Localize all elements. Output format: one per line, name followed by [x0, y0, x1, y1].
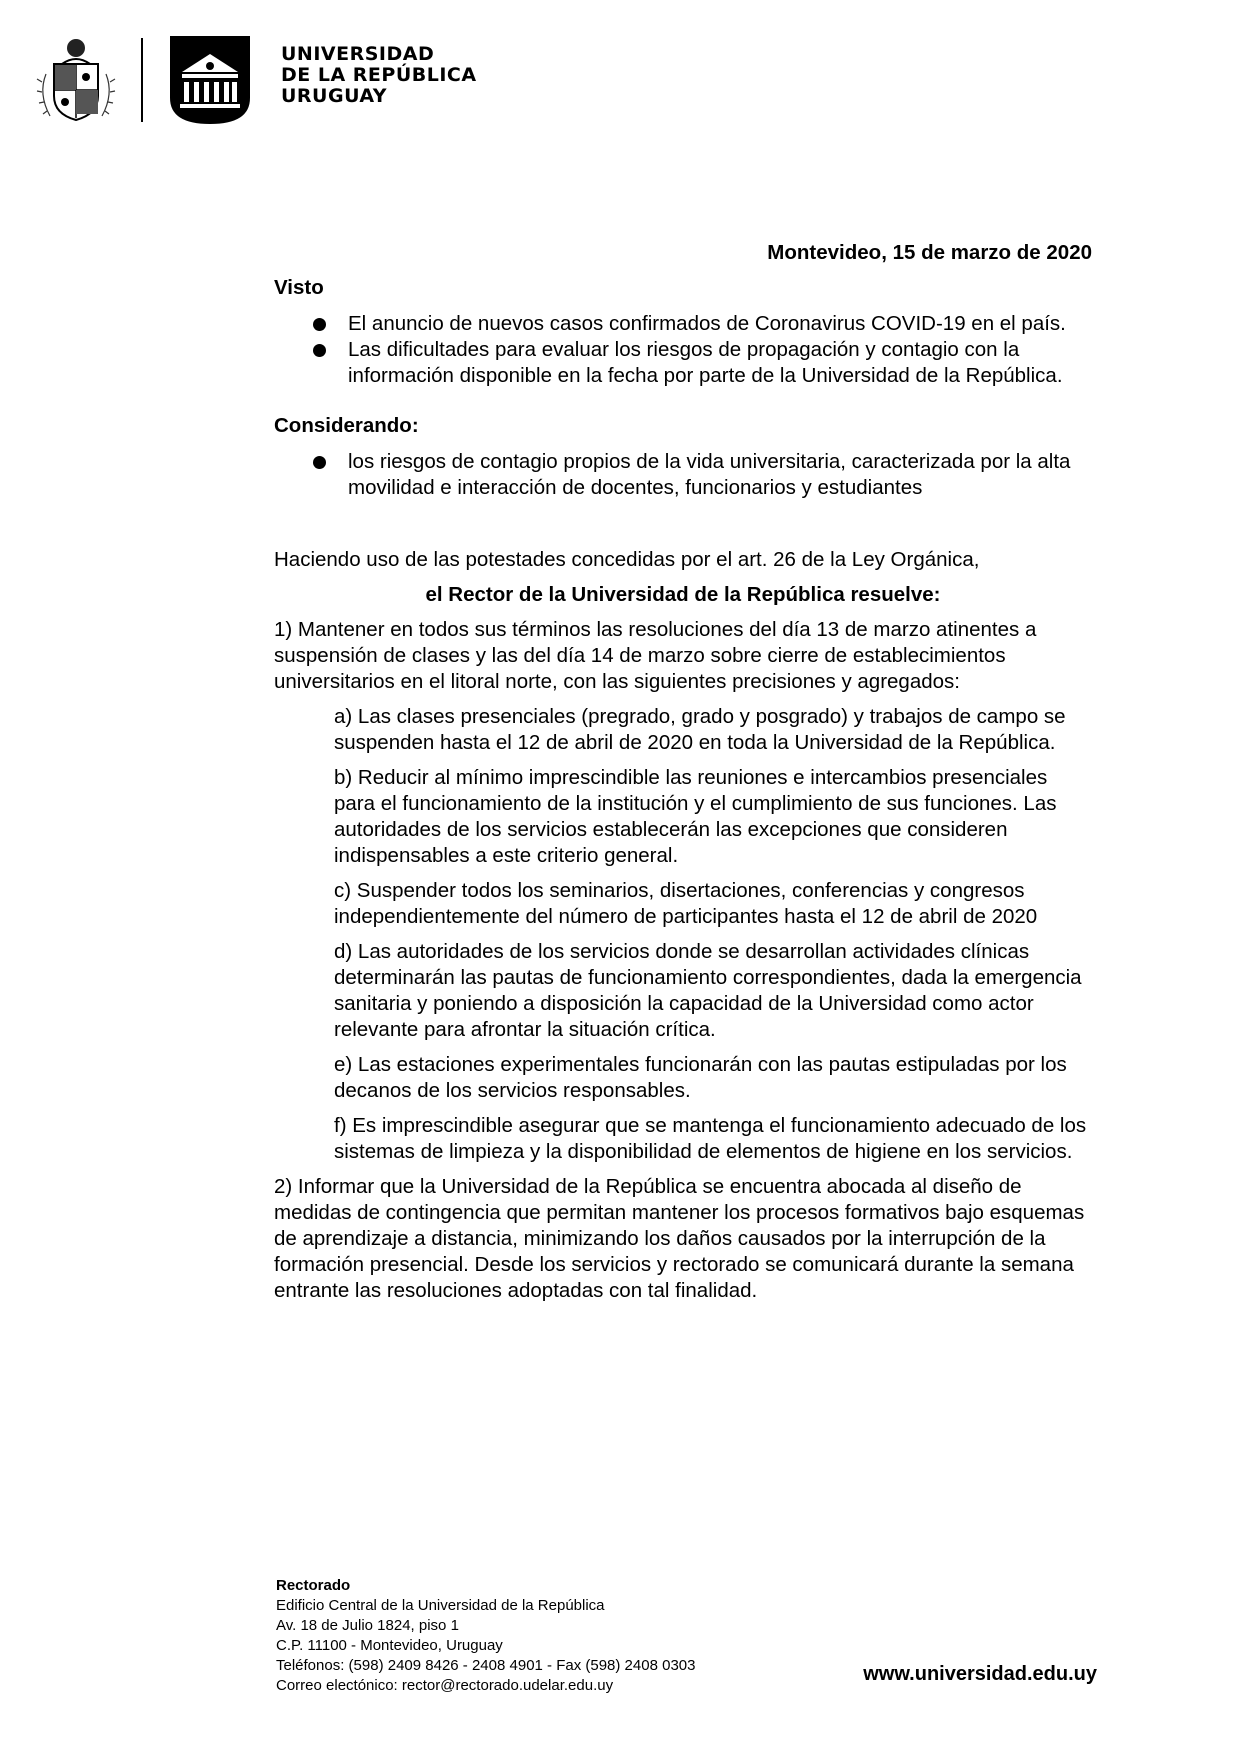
footer-email: Correo electónico: rector@rectorado.udelar.edu.uy [276, 1677, 614, 1694]
footer-line: C.P. 11100 - Montevideo, Uruguay [276, 1637, 503, 1654]
visto-item: Las dificultades para evaluar los riesgos de propagación y contagio con la información disponible en la fecha por parte de la Universidad de la República. [274, 337, 1092, 389]
document-date: Montevideo, 15 de marzo de 2020 [767, 241, 1092, 264]
considerando-list [274, 449, 1092, 501]
footer-address [276, 1576, 695, 1696]
university-name-line: DE LA REPÚBLICA [281, 64, 477, 86]
bullet-icon [313, 318, 326, 331]
visto-heading: Visto [274, 276, 324, 299]
resolution-subitem-e: e) Las estaciones experimentales funcionarán con las pautas estipuladas por los decanos de los servicios responsables. [334, 1053, 1067, 1102]
document-body [274, 240, 1092, 1313]
resolution-item-1: 1) Mantener en todos sus términos las resoluciones del día 13 de marzo atinentes a suspensión de clases y las del día 14 de marzo sobre cierre de establecimientos universitarios en el litoral norte, con las siguientes precisiones y agregados: [274, 618, 1037, 693]
uruguay-coat-of-arms-icon [36, 34, 116, 124]
considerando-item: los riesgos de contagio propios de la vida universitaria, caracterizada por la alta movilidad e interacción de docentes, funcionarios y estudiantes [274, 449, 1092, 501]
university-building-logo-icon [170, 36, 250, 124]
letterhead [36, 30, 556, 130]
footer-line: Teléfonos: (598) 2409 8426 - 2408 4901 - Fax (598) 2408 0303 [276, 1657, 696, 1674]
letterhead-divider [141, 38, 143, 122]
resolution-subitem-b: b) Reducir al mínimo imprescindible las reuniones e intercambios presenciales para el funcionamiento de la institución y el cumplimiento de sus funciones. Las autoridades de los servicios establecerán las excepciones que consideren indispensables a este criterio general. [334, 766, 1057, 867]
university-name-line: UNIVERSIDAD [281, 43, 435, 65]
resuelve-heading: el Rector de la Universidad de la República resuelve: [425, 583, 941, 606]
footer-line: Av. 18 de Julio 1824, piso 1 [276, 1617, 459, 1634]
resolution-item-2: 2) Informar que la Universidad de la República se encuentra abocada al diseño de medidas de contingencia que permitan mantener los procesos formativos bajo esquemas de aprendizaje a distancia, minimizando los daños causados por la interrupción de la formación presencial. Desde los servicios y rectorado se comunicará durante la semana entrante las resoluciones adoptadas con tal finalidad. [274, 1175, 1085, 1302]
resolution-subitem-f: f) Es imprescindible asegurar que se mantenga el funcionamiento adecuado de los sistemas de limpieza y la disponibilidad de elementos de higiene en los servicios. [334, 1114, 1087, 1163]
university-name [281, 44, 477, 107]
university-name-line: URUGUAY [281, 85, 388, 107]
resolution-subitem-a: a) Las clases presenciales (pregrado, grado y posgrado) y trabajos de campo se suspenden hasta el 12 de abril de 2020 en toda la Universidad de la República. [334, 705, 1066, 754]
footer-title: Rectorado [276, 1577, 351, 1594]
resolution-subitem-d: d) Las autoridades de los servicios donde se desarrollan actividades clínicas determinarán las pautas de funcionamiento correspondientes, dada la emergencia sanitaria y poniendo a disposición la capacidad de la Universidad como actor relevante para afrontar la situación crítica. [334, 940, 1082, 1041]
website-link[interactable]: www.universidad.edu.uy [863, 1663, 1097, 1685]
bullet-icon [313, 344, 326, 357]
intro-paragraph: Haciendo uso de las potestades concedidas por el art. 26 de la Ley Orgánica, [274, 548, 980, 571]
resolution-subitem-c: c) Suspender todos los seminarios, disertaciones, conferencias y congresos independientemente del número de participantes hasta el 12 de abril de 2020 [334, 879, 1038, 928]
visto-item: El anuncio de nuevos casos confirmados de Coronavirus COVID-19 en el país. [274, 311, 1092, 337]
considerando-heading: Considerando: [274, 414, 419, 437]
visto-list [274, 311, 1092, 389]
bullet-icon [313, 456, 326, 469]
footer-line: Edificio Central de la Universidad de la República [276, 1597, 605, 1614]
